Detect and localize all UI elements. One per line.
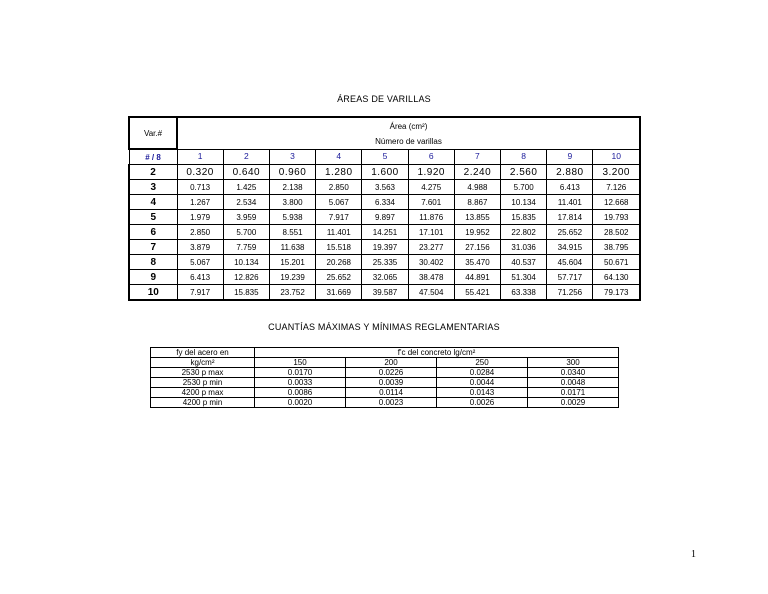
areas-body: [129, 165, 640, 301]
area-cell: 1.979: [177, 210, 223, 225]
areas-table-title: ÁREAS DE VARILLAS: [337, 94, 431, 104]
bar-number: 10: [129, 285, 177, 301]
area-cell: 28.502: [593, 225, 640, 240]
ratio-cell: 0.0023: [346, 398, 437, 408]
cuantias-body: [151, 368, 619, 408]
area-cell: 7.126: [593, 180, 640, 195]
table-row: [129, 285, 640, 301]
bar-number: 8: [129, 255, 177, 270]
column-header-row: [129, 149, 640, 165]
area-cell: 6.413: [177, 270, 223, 285]
table-row: [151, 398, 619, 408]
fc-value: 250: [437, 358, 528, 368]
area-cell: 15.835: [501, 210, 547, 225]
area-cell: 2.138: [269, 180, 315, 195]
column-header: 10: [593, 149, 640, 165]
area-cell: 40.537: [501, 255, 547, 270]
area-cell: 7.759: [223, 240, 269, 255]
var-header: Var.#: [129, 117, 177, 149]
area-cell: 3.200: [593, 165, 640, 180]
area-cell: 2.880: [547, 165, 593, 180]
area-cell: 19.239: [269, 270, 315, 285]
steel-label: 2530 p min: [151, 378, 255, 388]
area-cell: 8.867: [454, 195, 500, 210]
table-row: [129, 225, 640, 240]
steel-label: 4200 p min: [151, 398, 255, 408]
ratio-cell: 0.0029: [528, 398, 619, 408]
area-cell: 22.802: [501, 225, 547, 240]
area-cell: 79.173: [593, 285, 640, 301]
ratio-cell: 0.0048: [528, 378, 619, 388]
ratio-cell: 0.0171: [528, 388, 619, 398]
area-cell: 6.334: [362, 195, 408, 210]
cuantias-table: [150, 347, 619, 408]
area-cell: 4.988: [454, 180, 500, 195]
area-cell: 51.304: [501, 270, 547, 285]
table-row: [129, 180, 640, 195]
steel-label: 2530 p max: [151, 368, 255, 378]
area-cell: 39.587: [362, 285, 408, 301]
area-cell: 15.201: [269, 255, 315, 270]
area-cell: 13.855: [454, 210, 500, 225]
table-row: [129, 165, 640, 180]
table-row: [151, 368, 619, 378]
area-cell: 31.036: [501, 240, 547, 255]
fc-values-row: [151, 358, 619, 368]
table-row: [129, 255, 640, 270]
table-row: [151, 388, 619, 398]
ratio-cell: 0.0033: [255, 378, 346, 388]
area-cell: 15.835: [223, 285, 269, 301]
fc-header: f'c del concreto lg/cm²: [255, 348, 619, 358]
area-cell: 9.897: [362, 210, 408, 225]
fc-value: 150: [255, 358, 346, 368]
ratio-cell: 0.0114: [346, 388, 437, 398]
area-cell: 17.101: [408, 225, 454, 240]
area-cell: 11.638: [269, 240, 315, 255]
cuantias-table-title: CUANTÍAS MÁXIMAS Y MÍNIMAS REGLAMENTARIAS: [268, 322, 500, 332]
area-cell: 17.814: [547, 210, 593, 225]
area-cell: 7.917: [316, 210, 362, 225]
table-row: [129, 210, 640, 225]
bar-number: 4: [129, 195, 177, 210]
area-cell: 23.277: [408, 240, 454, 255]
column-header: 8: [501, 149, 547, 165]
ratio-cell: 0.0340: [528, 368, 619, 378]
area-cell: 2.240: [454, 165, 500, 180]
area-cell: 23.752: [269, 285, 315, 301]
area-cell: 0.713: [177, 180, 223, 195]
area-cell: 5.938: [269, 210, 315, 225]
area-cell: 19.952: [454, 225, 500, 240]
area-cell: 34.915: [547, 240, 593, 255]
area-cell: 71.256: [547, 285, 593, 301]
area-cell: 2.850: [177, 225, 223, 240]
area-cell: 5.700: [501, 180, 547, 195]
area-cell: 1.267: [177, 195, 223, 210]
area-cell: 12.668: [593, 195, 640, 210]
area-cell: 57.717: [547, 270, 593, 285]
ratio-cell: 0.0143: [437, 388, 528, 398]
area-cell: 50.671: [593, 255, 640, 270]
area-cell: 3.879: [177, 240, 223, 255]
area-cell: 5.067: [177, 255, 223, 270]
column-header: 7: [454, 149, 500, 165]
fy-header-line2: kg/cm²: [151, 358, 255, 368]
area-cell: 4.275: [408, 180, 454, 195]
area-cell: 35.470: [454, 255, 500, 270]
area-header: Área (cm²): [177, 117, 640, 134]
fc-value: 300: [528, 358, 619, 368]
area-cell: 12.826: [223, 270, 269, 285]
area-cell: 10.134: [501, 195, 547, 210]
ratio-cell: 0.0044: [437, 378, 528, 388]
area-cell: 0.640: [223, 165, 269, 180]
area-cell: 30.402: [408, 255, 454, 270]
area-cell: 47.504: [408, 285, 454, 301]
area-cell: 3.800: [269, 195, 315, 210]
ratio-cell: 0.0020: [255, 398, 346, 408]
table-row: [129, 270, 640, 285]
area-cell: 1.600: [362, 165, 408, 180]
column-header: 9: [547, 149, 593, 165]
bar-number: 2: [129, 165, 177, 180]
area-cell: 11.876: [408, 210, 454, 225]
area-cell: 1.280: [316, 165, 362, 180]
area-cell: 14.251: [362, 225, 408, 240]
area-cell: 19.793: [593, 210, 640, 225]
area-cell: 0.320: [177, 165, 223, 180]
area-cell: 63.338: [501, 285, 547, 301]
table-row: [151, 378, 619, 388]
column-header: 4: [316, 149, 362, 165]
ratio-cell: 0.0039: [346, 378, 437, 388]
area-cell: 64.130: [593, 270, 640, 285]
ratio-cell: 0.0086: [255, 388, 346, 398]
ratio-cell: 0.0170: [255, 368, 346, 378]
area-cell: 0.960: [269, 165, 315, 180]
area-cell: 11.401: [547, 195, 593, 210]
area-cell: 38.478: [408, 270, 454, 285]
area-cell: 55.421: [454, 285, 500, 301]
area-cell: 7.601: [408, 195, 454, 210]
area-cell: 38.795: [593, 240, 640, 255]
bar-number: 9: [129, 270, 177, 285]
area-cell: 19.397: [362, 240, 408, 255]
bar-number: 3: [129, 180, 177, 195]
area-cell: 45.604: [547, 255, 593, 270]
area-cell: 25.335: [362, 255, 408, 270]
bar-number: 6: [129, 225, 177, 240]
page-number: 1: [691, 549, 696, 560]
table-row: [129, 195, 640, 210]
bar-areas-table: [128, 116, 641, 301]
area-cell: 2.560: [501, 165, 547, 180]
area-cell: 1.425: [223, 180, 269, 195]
area-cell: 44.891: [454, 270, 500, 285]
bar-number: 7: [129, 240, 177, 255]
column-header: 1: [177, 149, 223, 165]
column-header: 5: [362, 149, 408, 165]
area-cell: 2.850: [316, 180, 362, 195]
fy-header-line1: fy del acero en: [151, 348, 255, 358]
area-cell: 25.652: [547, 225, 593, 240]
area-cell: 3.563: [362, 180, 408, 195]
area-cell: 8.551: [269, 225, 315, 240]
area-cell: 20.268: [316, 255, 362, 270]
area-cell: 31.669: [316, 285, 362, 301]
area-cell: 10.134: [223, 255, 269, 270]
ratio-cell: 0.0026: [437, 398, 528, 408]
column-header: 3: [269, 149, 315, 165]
ratio-cell: 0.0226: [346, 368, 437, 378]
bar-number: 5: [129, 210, 177, 225]
area-cell: 2.534: [223, 195, 269, 210]
area-cell: 5.700: [223, 225, 269, 240]
area-cell: 11.401: [316, 225, 362, 240]
corner-label: # / 8: [129, 149, 177, 165]
area-cell: 6.413: [547, 180, 593, 195]
fc-value: 200: [346, 358, 437, 368]
steel-label: 4200 p max: [151, 388, 255, 398]
area-cell: 27.156: [454, 240, 500, 255]
column-header: 2: [223, 149, 269, 165]
area-cell: 7.917: [177, 285, 223, 301]
numero-header: Número de varillas: [177, 134, 640, 149]
area-cell: 15.518: [316, 240, 362, 255]
table-row: [129, 240, 640, 255]
area-cell: 3.959: [223, 210, 269, 225]
column-header: 6: [408, 149, 454, 165]
area-cell: 25.652: [316, 270, 362, 285]
area-cell: 32.065: [362, 270, 408, 285]
ratio-cell: 0.0284: [437, 368, 528, 378]
area-cell: 1.920: [408, 165, 454, 180]
area-cell: 5.067: [316, 195, 362, 210]
